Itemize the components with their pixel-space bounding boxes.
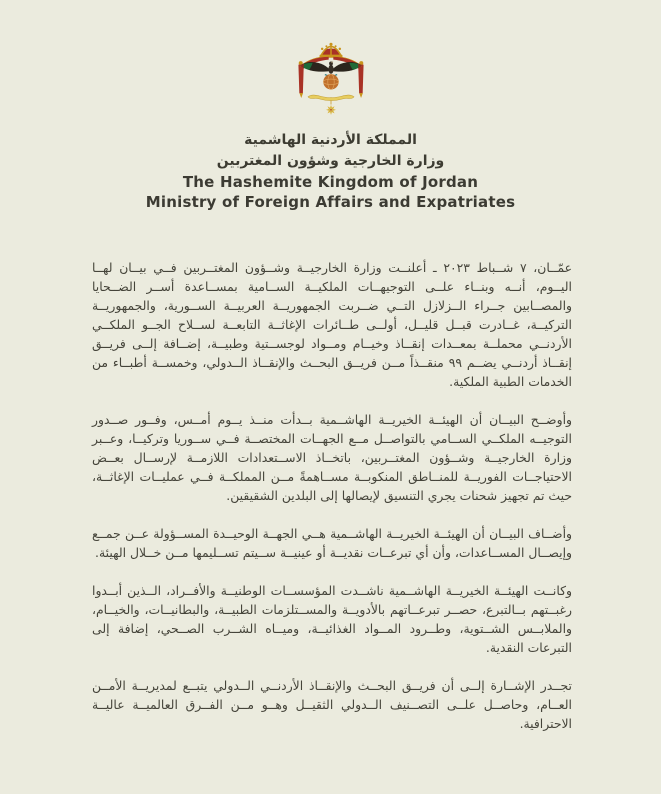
statement-body [0,212,661,733]
statement-paragraph-5: تجــدر الإشــارة إلــى أن فريــق البحــث والإنقــاذ الأردنــي الــدولي يتبــع لمديريــة الأمــن العــام، وحاصــل علــى التصــنيف الــدولي الثقيــل وهــو مــن الفــرق العالميــة عاليــة الاحترافية. [92,678,572,731]
kingdom-title-english: The Hashemite Kingdom of Jordan [182,173,479,191]
crown-shape [319,43,342,58]
ministry-title-english: Ministry of Foreign Affairs and Expatriates [145,193,516,211]
statement-paragraph-4: وكانــت الهيئــة الخيريــة الهاشــمية ناشــدت المؤسســات الوطنيــة والأفــراد، الــذين أبــدوا رغبــتهم بــالتبرع، حصــر تبرعــاتهم بالأدويــة والمســتلزمات الطبيــة، والبطانيــات، والخيــام، والملابــس الشــتوية، وطــرود المــواد الغذائيــة، وميــاه الشــرب الصــحي، إضافة إلى التبرعات النقدية. [92,583,572,655]
statement-paragraph-3: وأضــاف البيــان أن الهيئــة الخيريــة الهاشــمية هــي الجهــة الوحيــدة المســؤولة عــن جمــع وإيصــال المســاعدات، وأن أي تبرعــات نقديــة أو عينيــة ســيتم تســليمها مــن خــلال الهيئة. [92,526,572,560]
jordan-coat-of-arms-icon [285,40,377,126]
document-header [0,0,661,212]
globe-shape [323,74,338,89]
kingdom-title-arabic: المملكة الأردنية الهاشمية [244,132,417,148]
star-medal-shape [323,101,337,117]
statement-paragraph-1: عمّــان، ٧ شــباط ٢٠٢٣ ـ أعلنــت وزارة الخارجيــة وشــؤون المغتــربين فــي بيــان لهــا اليــوم، أنــه وبنــاء علــى التوجيهــات الملكيــة الســامية بمســاعدة أســر الضــحايا والمصــابين جــراء الــزلازل التــي ضــربت الجمهوريــة العربيــة الســورية، والجمهوريــة التركيــة، غــادرت قبــل قليــل، أولــى طــائرات الإغاثــة التابعــة لســلاح الجــو الملكــي الأردنــي محملــة بمعــدات إنقــاذ وخيــام ومــواد لوجســتية وطبيــة، إضــافة إلــى فريــق إنقــاذ أردنــي يضــم ٩٩ منقــذاً مــن فريــق البحــث والإنقــاذ الــدولي، وخمســة أطبــاء من الخدمات الطبية الملكية. [92,260,573,389]
ministry-title-arabic: وزارة الخارجية وشؤون المغتربين [216,153,445,169]
statement-paragraph-2: وأوضــح البيــان أن الهيئــة الخيريــة الهاشــمية بــدأت منــذ يــوم أمــس، وفــور صــدور التوجيــه الملكــي الســامي بالتواصــل مــع الجهــات المختصــة فــي ســوريا وتركيــا، وعــبر وزارة الخارجيــة وشــؤون المغتــربين، باتخــاذ الاســتعدادات اللازمــة لإرســال بعــض الاحتياجــات الفوريــة للمنــاطق المنكوبــة مســاهمةً مــن المملكــة فــي عمليــات الإغاثــة، حيث تم تجهيز شحنات يجري التنسيق لإيصالها إلى البلدين الشقيقين. [92,412,572,503]
eagle-shape [300,61,361,74]
ribbon-shape [308,95,354,100]
